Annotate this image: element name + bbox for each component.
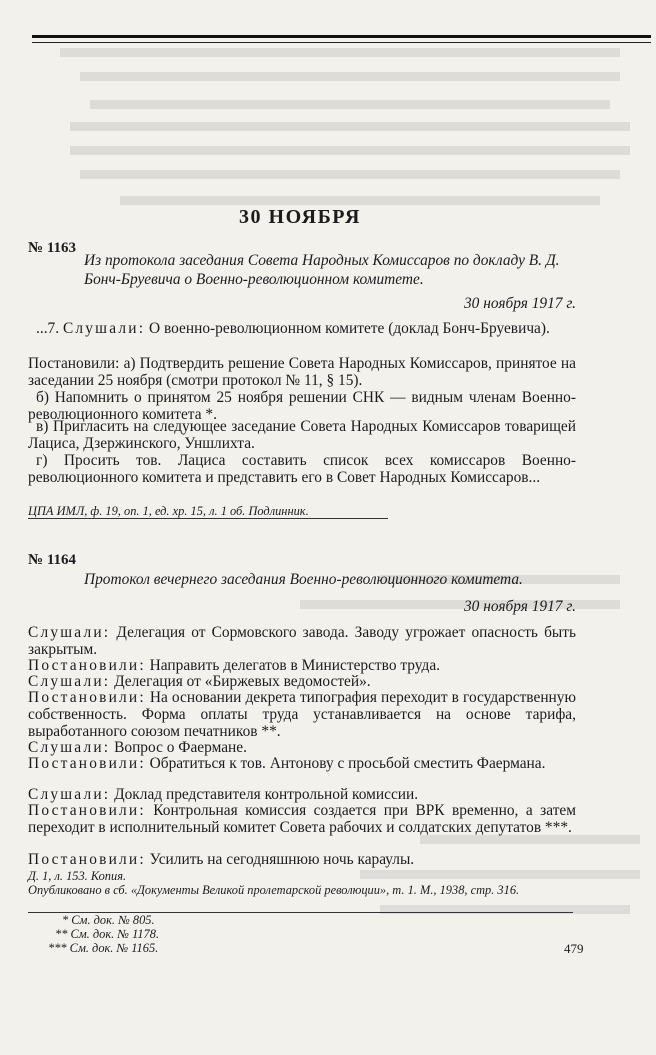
item-text: На основании декрета типография переходит в государственную собственность. Форма оплаты труда устанавливается на основе тарифа, выработанного союзом печатников **. <box>28 689 576 741</box>
doc2-item <box>28 657 576 674</box>
doc-date: 30 ноября 1917 г. <box>463 295 576 312</box>
doc1-paragraph: б) Напомнить о принятом 25 ноября решении СНК — видным членам Военно-революционного комитета *. <box>28 389 576 424</box>
item-text: Контрольная комиссия создается при ВРК временно, а затем переходит в исполнительный комитет Совета рабочих и солдатских депутатов ***. <box>28 802 576 837</box>
item-label: Постановили: <box>28 657 146 674</box>
item-label: Постановили: <box>28 802 146 819</box>
item-text: Делегация от Сормовского завода. Заводу угрожает опасность быть закрытым. <box>28 624 576 659</box>
item-label: Слушали: <box>28 739 111 756</box>
doc2-item <box>28 786 576 803</box>
item-label: Постановили: <box>28 689 146 706</box>
doc1-paragraph: г) Просить тов. Лациса составить список всех комиссаров Военно-революционного комитета и представить его в Совет Народных Комиссаров... <box>28 452 576 487</box>
doc1-paragraph <box>28 320 576 337</box>
top-rule-thin <box>32 42 651 43</box>
item-text: Вопрос о Фаермане. <box>110 739 247 756</box>
item-label: Слушали: <box>28 673 111 690</box>
item-text: О военно-революционном комитете (доклад Бонч-Бруевича). <box>145 320 550 337</box>
doc2-item <box>28 689 576 741</box>
footnote: *** См. док. № 1165. <box>48 941 159 955</box>
doc1-paragraph: Постановили: а) Подтвердить решение Совета Народных Комиссаров, принятое на заседании 25 ноября (смотри протокол № 11, § 15). <box>28 355 576 390</box>
doc-source: ЦПА ИМЛ, ф. 19, оп. 1, ед. хр. 15, л. 1 об. Подлинник. <box>28 504 309 518</box>
date-heading: 30 НОЯБРЯ <box>239 206 361 228</box>
doc-title: Из протокола заседания Совета Народных Комиссаров по докладу В. Д. Бонч-Бруевича о Военно-революционном комитете. <box>84 252 560 288</box>
doc-title: Протокол вечернего заседания Военно-революционного комитета. <box>84 571 523 588</box>
doc2-item <box>28 802 576 836</box>
doc2-item <box>28 739 576 756</box>
doc2-item <box>28 624 576 658</box>
page-number: 479 <box>564 941 584 956</box>
item-label: Слушали: <box>28 624 111 641</box>
footnote: * См. док. № 805. <box>62 913 155 927</box>
item-text: Доклад представителя контрольной комиссии. <box>110 786 419 803</box>
doc-source: Д. 1, л. 153. Копия. <box>28 869 127 883</box>
doc2-item <box>28 851 576 868</box>
doc2-item <box>28 673 576 690</box>
item-label: Постановили: <box>28 755 146 772</box>
source-underline <box>28 518 388 519</box>
item-label: Слушали: <box>62 320 146 337</box>
item-label: Постановили: <box>28 851 146 868</box>
top-rule <box>32 35 651 38</box>
doc-publication: Опубликовано в сб. «Документы Великой пролетарской революции», т. 1. М., 1938, стр. 316. <box>28 883 520 897</box>
item-text: Усилить на сегодняшнюю ночь караулы. <box>145 851 415 868</box>
doc2-item <box>28 755 576 772</box>
doc1-paragraph: в) Пригласить на следующее заседание Совета Народных Комиссаров товарищей Лациса, Дзержинского, Уншлихта. <box>28 418 576 453</box>
item-prefix: ...7. <box>36 320 63 337</box>
footnote: ** См. док. № 1178. <box>55 927 160 941</box>
item-text: Направить делегатов в Министерство труда. <box>145 657 441 674</box>
doc-date: 30 ноября 1917 г. <box>463 598 576 615</box>
item-text: Делегация от «Биржевых ведомостей». <box>110 673 371 690</box>
item-text: Обратиться к тов. Антонову с просьбой сместить Фаермана. <box>145 755 546 772</box>
doc-number: № 1163 <box>28 240 76 256</box>
doc-number: № 1164 <box>28 552 76 568</box>
item-label: Слушали: <box>28 786 111 803</box>
